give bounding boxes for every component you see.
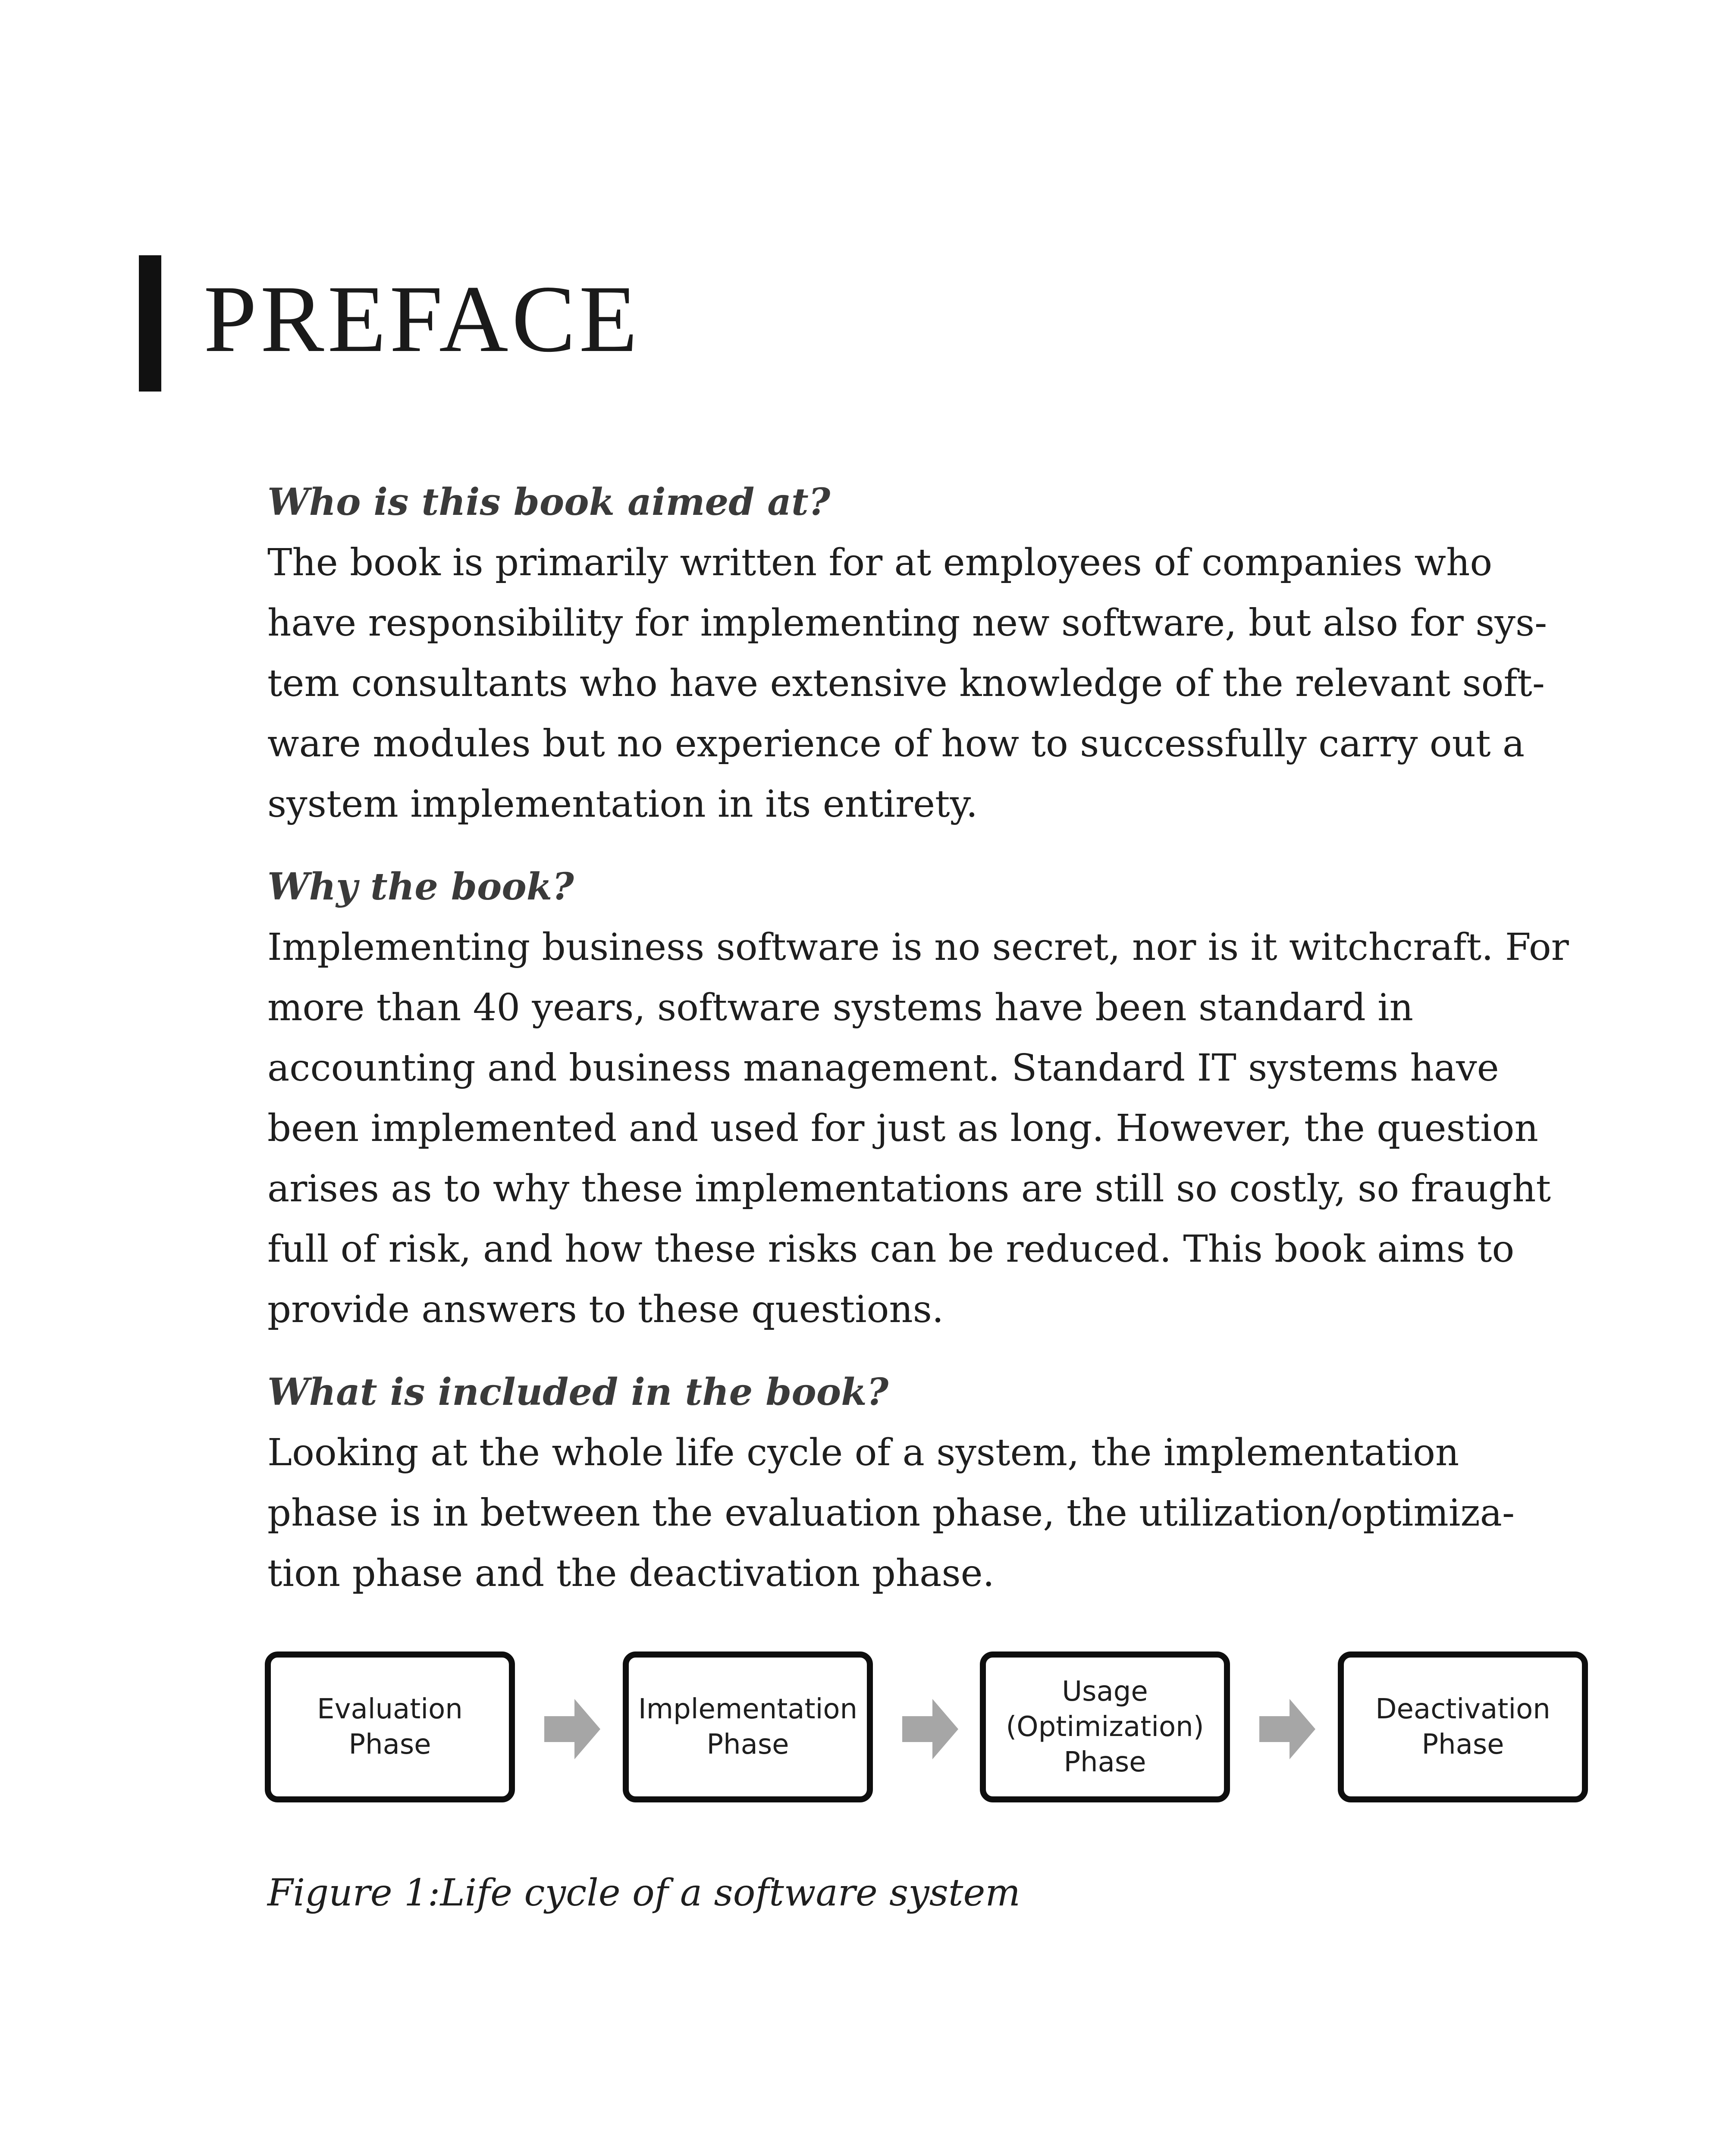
text-line: Implementing business software is no secret, nor is it witchcraft. For bbox=[267, 926, 1569, 969]
right-arrow-icon bbox=[902, 1699, 958, 1759]
figure-caption: Figure 1:Life cycle of a software system bbox=[267, 1871, 1020, 1915]
phase-label: Phase bbox=[706, 1729, 789, 1761]
phase-label: Phase bbox=[348, 1729, 431, 1761]
phase-box-deactivation bbox=[1338, 1651, 1588, 1802]
text-line: more than 40 years, software systems have been standard in bbox=[267, 986, 1414, 1029]
phase-box-implementation bbox=[623, 1651, 873, 1802]
arrow-shape bbox=[544, 1699, 600, 1759]
text-line: ware modules but no experience of how to successfully carry out a bbox=[267, 722, 1525, 765]
phase-box-evaluation bbox=[265, 1651, 515, 1802]
text-line: provide answers to these questions. bbox=[267, 1288, 944, 1331]
arrow-shape bbox=[1259, 1699, 1315, 1759]
phase-label: Implementation bbox=[638, 1693, 858, 1725]
section-paragraph bbox=[267, 1423, 1570, 1604]
section-contents bbox=[267, 1362, 1570, 1604]
text-line: The book is primarily written for at employees of companies who bbox=[267, 541, 1493, 584]
section-paragraph bbox=[267, 533, 1570, 834]
text-line: tion phase and the deactivation phase. bbox=[267, 1552, 995, 1595]
phase-label: Phase bbox=[1421, 1729, 1504, 1761]
phase-label: Usage bbox=[1062, 1676, 1148, 1708]
text-line: arises as to why these implementations are still so costly, so fraught bbox=[267, 1167, 1551, 1210]
phase-label: (Optimization) bbox=[1006, 1711, 1204, 1743]
section-paragraph bbox=[267, 917, 1570, 1340]
phase-box-usage bbox=[980, 1651, 1230, 1802]
preface-body bbox=[267, 472, 1570, 1626]
phase-label: Deactivation bbox=[1375, 1693, 1550, 1725]
text-line: accounting and business management. Standard IT systems have bbox=[267, 1047, 1499, 1090]
text-line: system implementation in its entirety. bbox=[267, 783, 978, 826]
phase-label: Phase bbox=[1064, 1746, 1146, 1778]
phase-label: Evaluation bbox=[317, 1693, 463, 1725]
arrow-shape bbox=[902, 1699, 958, 1759]
text-line: full of risk, and how these risks can be reduced. This book aims to bbox=[267, 1228, 1515, 1271]
section-why bbox=[267, 857, 1570, 1340]
page-title: PREFACE bbox=[204, 266, 641, 372]
right-arrow-icon bbox=[1259, 1699, 1315, 1759]
section-heading: Why the book? bbox=[267, 865, 574, 909]
text-line: tem consultants who have extensive knowledge of the relevant soft- bbox=[267, 662, 1545, 705]
text-line: been implemented and used for just as long. However, the question bbox=[267, 1107, 1538, 1150]
section-heading: What is included in the book? bbox=[267, 1370, 889, 1414]
life-cycle-diagram bbox=[265, 1651, 1588, 1810]
text-line: have responsibility for implementing new software, but also for sys- bbox=[267, 602, 1547, 645]
title-accent-bar bbox=[139, 255, 161, 392]
section-audience bbox=[267, 472, 1570, 834]
text-line: Looking at the whole life cycle of a system, the implementation bbox=[267, 1431, 1459, 1474]
right-arrow-icon bbox=[544, 1699, 600, 1759]
section-heading: Who is this book aimed at? bbox=[267, 480, 831, 524]
text-line: phase is in between the evaluation phase, the utilization/optimiza- bbox=[267, 1492, 1515, 1535]
